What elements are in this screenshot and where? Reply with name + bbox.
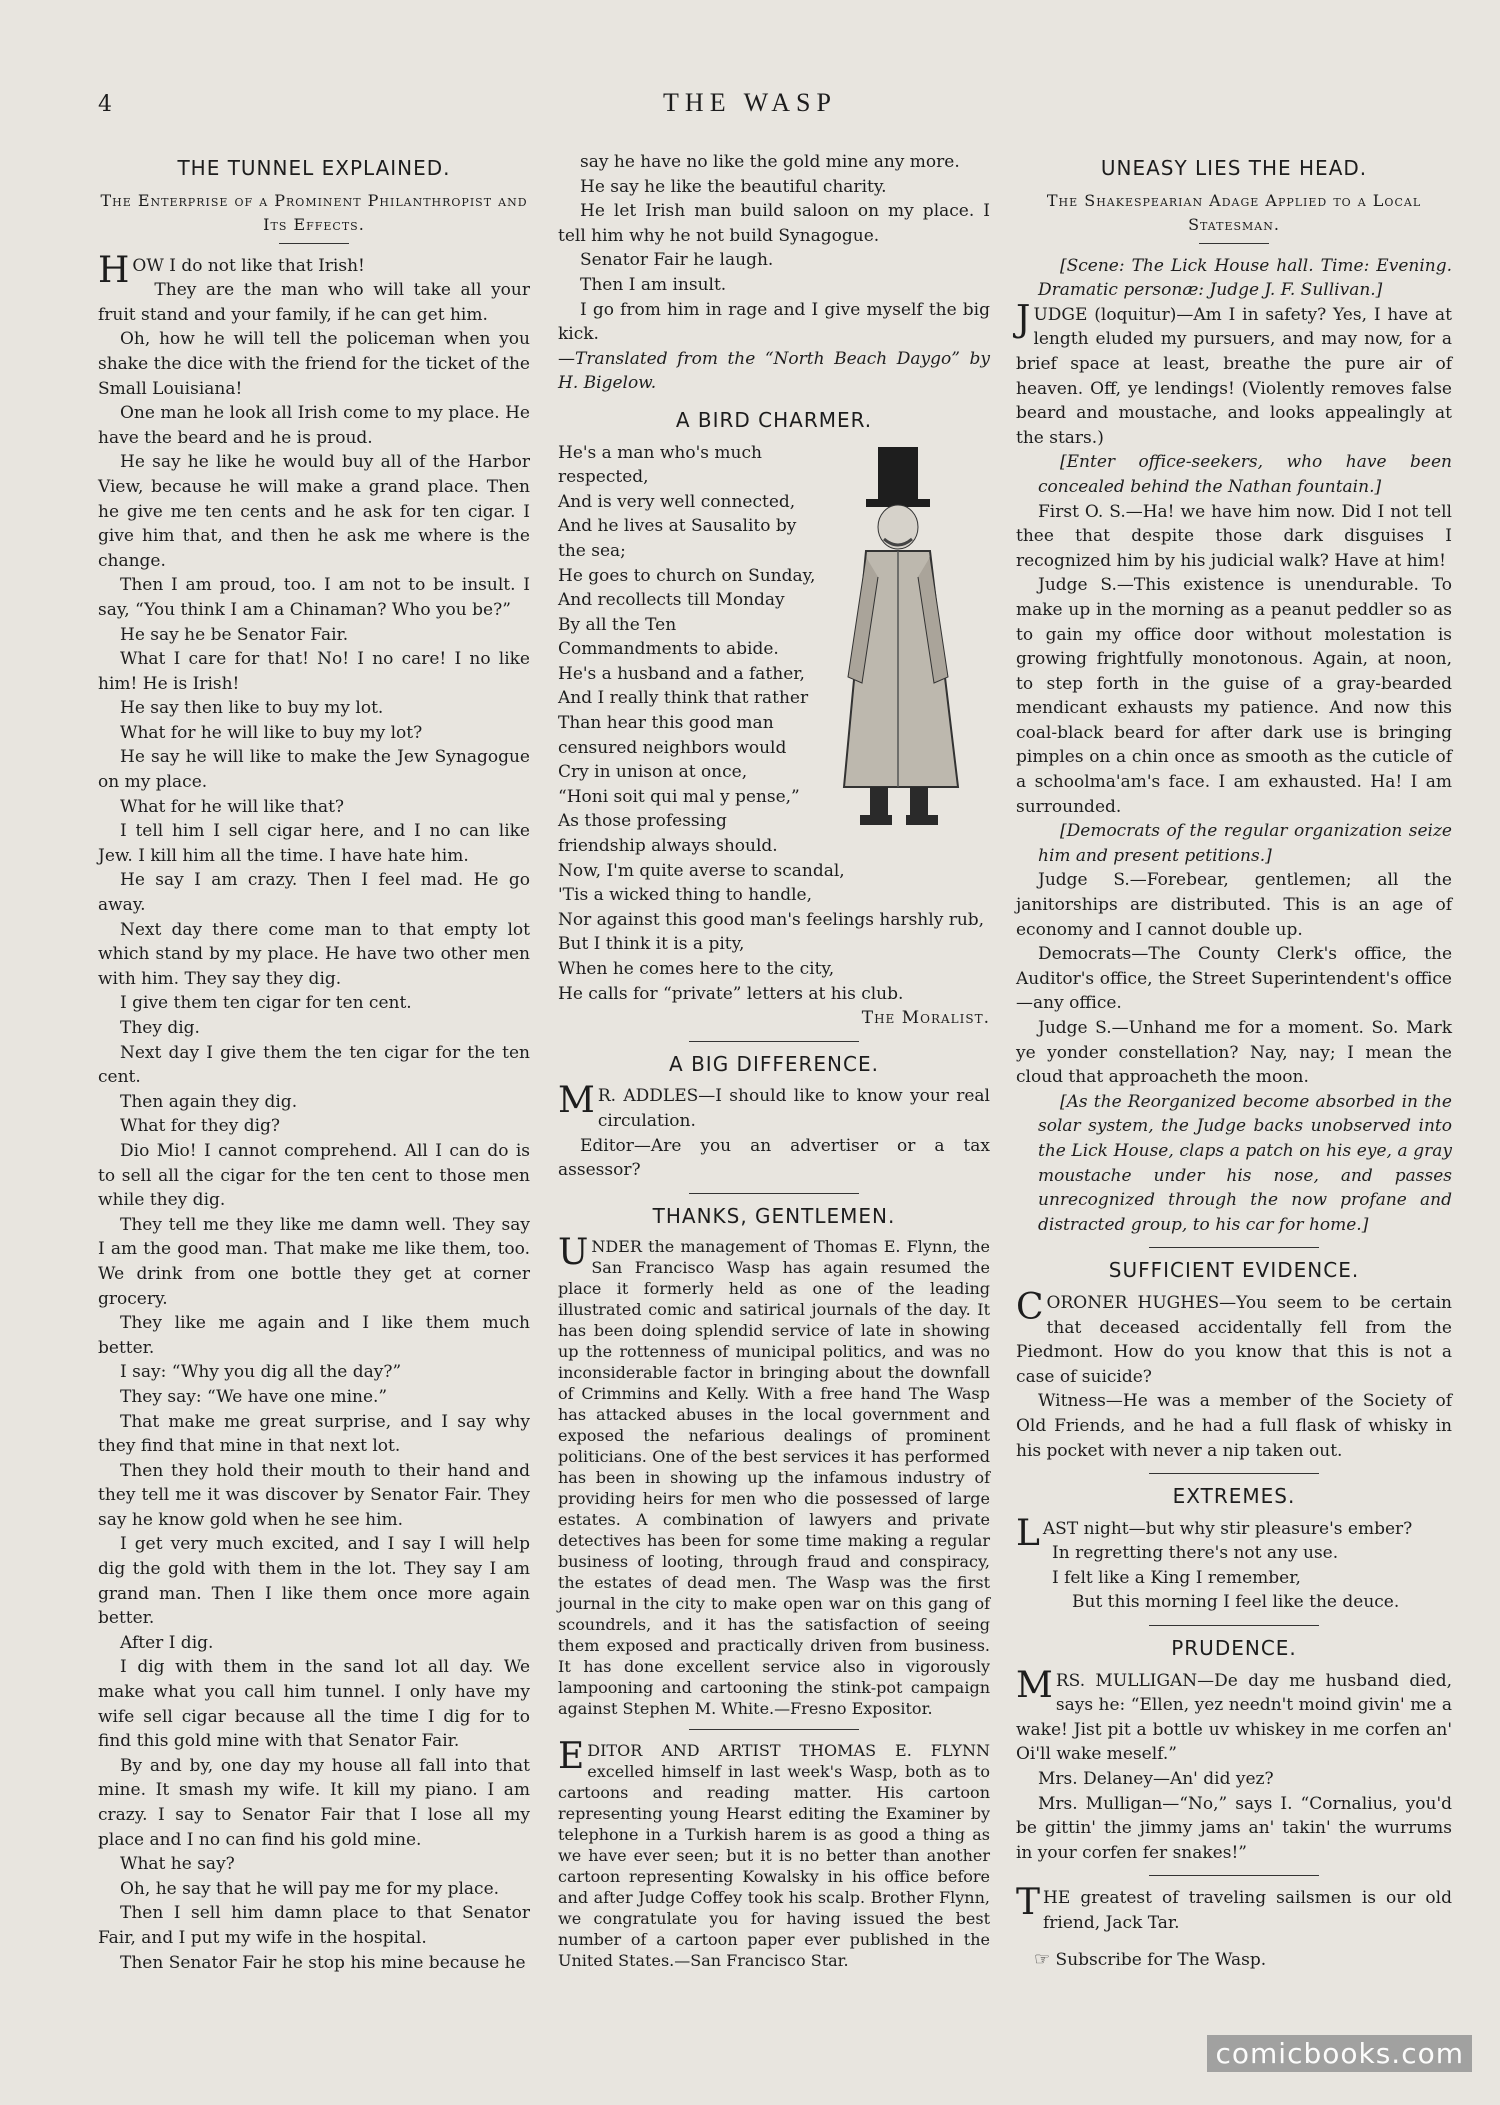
poem-line: But I think it is a pity, <box>558 934 745 955</box>
article-title-bird-charmer: A BIRD CHARMER. <box>675 407 873 432</box>
paragraph: They like me again and I like them much better. <box>98 1313 530 1358</box>
article-title-extremes: EXTREMES. <box>1172 1484 1296 1509</box>
poem-line: 'Tis a wicked thing to handle, <box>558 885 813 906</box>
paragraph: Judge S.—Forebear, gentlemen; all the janitorships are distributed. This is an age of economy and I cannot double up. <box>1016 870 1452 940</box>
stage-direction: [Democrats of the regular organization seize him and present petitions.] <box>1038 821 1452 866</box>
paragraph: They dig. <box>120 1018 200 1038</box>
drop-cap: L <box>1016 1512 1040 1554</box>
drop-cap: E <box>558 1736 585 1778</box>
paragraph: What for he will like that? <box>120 796 345 817</box>
divider <box>1149 1473 1319 1474</box>
divider <box>1149 1247 1319 1248</box>
paragraph: Senator Fair he laugh. <box>580 250 774 271</box>
paragraph: What he say? <box>120 1854 235 1875</box>
poem-line: He calls for “private” letters at his club. <box>558 983 904 1004</box>
divider <box>279 243 349 244</box>
paragraph: Mrs. Mulligan—“No,” says I. “Cornalius, you'd be gittin' the jimmy jams an' takin' the wurrums in your corfen fer snakes!” <box>1016 1793 1452 1863</box>
paragraph: I dig with them in the sand lot all day. We make what you call him tunnel. I only have my wife sell cigar because all the time I dig for to find this gold mine with that Senator Fair. <box>98 1657 530 1752</box>
article-title-prudence: PRUDENCE. <box>1171 1636 1297 1661</box>
poem-line: And recollects till Monday <box>558 590 785 611</box>
paragraph: I give them ten cigar for ten cent. <box>120 993 412 1014</box>
masthead: THE WASP <box>663 88 837 117</box>
paragraph: Mrs. Delaney—An' did yez? <box>1038 1769 1274 1790</box>
drop-cap: C <box>1016 1286 1044 1328</box>
paragraph: EDITOR AND ARTIST THOMAS E. FLYNN excelled himself in last week's Wasp, both as to cartoons and reading matter. His cartoon representing young Hearst editing the Examiner by telephone in a Turkish harem is as good a thing as we have ever seen; but it is no better than another cartoon representing Kowalsky in his office before and after Judge Coffey took his scalp. Brother Flynn, we congratulate you for having issued the best number of a cartoon paper ever published in the United States.—San Francisco Star. <box>558 1736 990 1971</box>
paragraph: Editor—Are you an advertiser or a tax assessor? <box>558 1135 990 1181</box>
extremes-poem <box>1016 1512 1452 1615</box>
paragraph: Judge S.—Unhand me for a moment. So. Mark ye yonder constellation? Nay, nay; I mean the cloud that approacheth the moon. <box>1016 1018 1452 1088</box>
paragraph: Next day there come man to that empty lot which stand by my place. He have two other men with him. They say they dig. <box>98 919 530 989</box>
article-title-sufficient-evidence: SUFFICIENT EVIDENCE. <box>1108 1258 1360 1283</box>
divider <box>689 1729 859 1730</box>
watermark: comicbooks.com <box>1207 2035 1472 2072</box>
paragraph: He let Irish man build saloon on my place. I tell him why he not build Synagogue. <box>558 201 990 246</box>
paragraph: Democrats—The County Clerk's office, the Auditor's office, the Street Superintendent's office—any office. <box>1016 944 1452 1014</box>
paragraph: Then I am proud, too. I am not to be insult. I say, “You think I am a Chinaman? Who you be?” <box>98 575 530 620</box>
poem-line: By all the Ten Commandments to abide. <box>558 614 779 660</box>
stage-direction: [As the Reorganized become absorbed in the solar system, the Judge backs unobserved into the Lick House, claps a patch on his eye, a gray moustache under his nose, and passes unrecognized through the now profane and distracted group, to his car for home.] <box>1038 1091 1452 1235</box>
paragraph: By and by, one day my house all fall into that mine. It smash my wife. It kill my piano. I am crazy. I say to Senator Fair that I lose all my place and I no can find his gold mine. <box>98 1755 530 1850</box>
article-subtitle-uneasy: The Shakespearian Adage Applied to a Local Statesman. <box>1046 190 1422 234</box>
poem-line: Cry in unison at once, <box>558 762 748 783</box>
divider <box>689 1041 859 1042</box>
column-1 <box>98 150 530 1975</box>
paragraph: M R. ADDLES—I should like to know your real circulation. <box>558 1080 990 1131</box>
paragraph: He say he will like to make the Jew Synagogue on my place. <box>98 747 530 793</box>
paragraph: What for they dig? <box>120 1116 281 1137</box>
stage-direction: [Enter office-seekers, who have been concealed behind the Nathan fountain.] <box>1038 452 1452 497</box>
paragraph: They are the man who will take all your fruit stand and your family, if he can get him. <box>98 280 530 325</box>
paragraph: Then Senator Fair he stop his mine because he <box>120 1952 526 1973</box>
paragraph: First O. S.—Ha! we have him now. Did I not tell thee that despite those dark disguises I recognized him by his judicial walk? Have at him! <box>1016 501 1452 571</box>
poem-line: LAST night—but why stir pleasure's ember? <box>1016 1512 1413 1554</box>
drop-cap: M <box>558 1080 595 1122</box>
drop-cap: M <box>1016 1664 1053 1706</box>
poem-line: He's a husband and a father, <box>558 663 805 684</box>
article-title-uneasy: UNEASY LIES THE HEAD. <box>1100 156 1368 180</box>
paragraph: He say then like to buy my lot. <box>120 698 384 719</box>
tunnel-credit: —Translated from the “North Beach Daygo” by H. Bigelow. <box>558 348 990 394</box>
poem-line: “Honi soit qui mal y pense,” <box>558 786 800 807</box>
paragraph: Then again they dig. <box>120 1091 298 1112</box>
paragraph: What I care for that! No! I no care! I no like him! He is Irish! <box>98 649 530 694</box>
paragraph: One man he look all Irish come to my place. He have the beard and he is proud. <box>98 403 530 448</box>
poem-line: And he lives at Sausalito by the sea; <box>558 516 797 561</box>
poem-line: Nor against this good man's feelings harshly rub, <box>558 909 985 930</box>
drop-cap: U <box>558 1232 589 1274</box>
paragraph: THE greatest of traveling sailsmen is our old friend, Jack Tar. <box>1016 1882 1452 1933</box>
paragraph: Then I sell him damn place to that Senator Fair, and I put my wife in the hospital. <box>98 1903 530 1948</box>
paragraph: That make me great surprise, and I say why they find that mine in that next lot. <box>98 1411 530 1457</box>
subscribe-notice: ☞ Subscribe for The Wasp. <box>1034 1948 1267 1970</box>
paragraph: say he have no like the gold mine any more. <box>580 152 960 172</box>
divider <box>1199 243 1269 244</box>
paragraph: I go from him in rage and I give myself the big kick. <box>558 299 990 345</box>
divider <box>1149 1625 1319 1626</box>
poem-line: And is very well connected, <box>558 491 796 512</box>
poem-line: In regretting there's not any use. <box>1052 1543 1339 1564</box>
paragraph: Then I am insult. <box>580 274 727 295</box>
drop-cap: T <box>1016 1882 1041 1924</box>
drop-cap: J <box>1016 298 1031 340</box>
paragraph: MRS. MULLIGAN—De day me husband died, says he: “Ellen, yez needn't moind givin' me a wake! Jist pit a bottle uv whiskey in me corfen an' Oi'll wake meself.” <box>1016 1664 1452 1765</box>
poem-line: He's a man who's much respected, <box>558 442 762 488</box>
paragraph: Witness—He was a member of the Society of Old Friends, and he had a full flask of whisky in his pocket with never a nip taken out. <box>1016 1391 1452 1461</box>
article-title-tunnel: THE TUNNEL EXPLAINED. <box>177 156 451 180</box>
column-3 <box>1016 150 1452 1972</box>
paragraph: What for he will like to buy my lot? <box>120 722 423 743</box>
poem-line: But this morning I feel like the deuce. <box>1072 1592 1400 1613</box>
article-title-thanks: THANKS, GENTLEMEN. <box>652 1203 896 1228</box>
paragraph: Judge S.—This existence is unendurable. To make up in the morning as a peanut peddler so as to gain my office door without molestation is growing frightfully monotonous. Again, at noon, to step forth in the guise of a gray-bearded mendicant exhausts my patience. And now this coal-black beard for after dark use is bringing pimples on a chin once as smooth as the cuticle of a schoolma'am's face. I am exhausted. Ha! I am surrounded. <box>1016 575 1452 817</box>
poem-line: I felt like a King I remember, <box>1052 1567 1301 1588</box>
paragraph: HOW I do not like that Irish! <box>98 249 365 291</box>
poem-line: He goes to church on Sunday, <box>558 565 816 586</box>
paragraph: I tell him I sell cigar here, and I no can like Jew. I kill him all the time. I have hate him. <box>98 821 530 866</box>
paragraph: UNDER the management of Thomas E. Flynn, the San Francisco Wasp has again resumed the place it formerly held as one of the leading illustrated comic and satirical journals of the day. It has been doing splendid service of late in showing up the rottenness of municipal politics, and was no inconsiderable factor in bringing about the downfall of Crimmins and Kelly. With a free hand The Wasp has attacked abuses in the local government and exposed the nefarious dealings of prominent politicians. One of the best services it has performed has been in showing up the infamous industry of providing heirs for men who die possessed of large estates. A combination of lawyers and private detectives has been for some time making a regular business of looting, through fraud and conspiracy, the estates of dead men. The Wasp was the first journal in the city to make open war on this gang of scoundrels, and it has the satisfaction of seeing them exposed and practically driven from business. It has done excellent service also in vigorously lampooning and cartooning the stink-pot campaign against Stephen M. White.—Fresno Expositor. <box>558 1232 990 1719</box>
paragraph: They say: “We have one mine.” <box>120 1386 388 1407</box>
tunnel-continuation <box>558 150 990 347</box>
paragraph: Oh, how he will tell the policeman when you shake the dice with the friend for the ticket of the Small Louisiana! <box>98 329 530 399</box>
poem-line: When he comes here to the city, <box>558 959 835 979</box>
poem-line: As those professing friendship always should. <box>558 811 778 857</box>
man-in-top-hat-illustration <box>826 447 986 832</box>
page-number: 4 <box>98 92 112 117</box>
paragraph: Next day I give them the ten cigar for the ten cent. <box>98 1042 530 1088</box>
tunnel-paragraphs <box>98 278 530 1975</box>
paragraph: I say: “Why you dig all the day?” <box>120 1362 402 1383</box>
poem-line: And I really think that rather <box>558 688 809 709</box>
paragraph: Then they hold their mouth to their hand and they tell me it was discover by Senator Fair. They say he know gold when he see him. <box>98 1460 530 1530</box>
paragraph: Dio Mio! I cannot comprehend. All I can do is to sell all the cigar for the ten cent to those men while they dig. <box>98 1140 530 1211</box>
drop-cap: H <box>98 249 130 291</box>
paragraph: He say he be Senator Fair. <box>120 624 349 645</box>
poem-line: Now, I'm quite averse to scandal, <box>558 860 845 881</box>
paragraph: He say he like he would buy all of the Harbor View, because he will make a grand place. Then he give me ten cents and he ask for ten cigar. I give him that, and then he ask me where is the change. <box>98 452 530 571</box>
column-2 <box>558 150 990 1971</box>
paragraph: I get very much excited, and I say I will help dig the gold with them in the lot. They say I am grand man. Then I like them once more again better. <box>98 1534 530 1629</box>
paragraph: He say I am crazy. Then I feel mad. He go away. <box>98 870 530 916</box>
paragraph: He say he like the beautiful charity. <box>580 176 887 197</box>
paragraph: JUDGE (loquitur)—Am I in safety? Yes, I have at length eluded my pursuers, and may now, for a brief space at least, breathe the pure air of heaven. Off, ye lendings! (Violently removes false beard and moustache, and looks appealingly at the stars.) <box>1016 298 1452 448</box>
stage-direction: [Scene: The Lick House hall. Time: Evening. Dramatic personæ: Judge J. F. Sullivan.] <box>1038 255 1452 301</box>
bird-charmer-poem <box>558 441 990 1007</box>
article-title-big-difference: A BIG DIFFERENCE. <box>669 1051 879 1076</box>
paragraph: Oh, he say that he will pay me for my place. <box>120 1878 500 1899</box>
pointing-hand-icon: ☞ <box>1034 1948 1051 1970</box>
poem-line: Than hear this good man censured neighbors would <box>558 713 787 758</box>
paragraph: CORONER HUGHES—You seem to be certain that deceased accidentally fell from the Piedmont. How do you know that this is not a case of suicide? <box>1016 1286 1452 1387</box>
article-subtitle-tunnel: The Enterprise of a Prominent Philanthropist and Its Effects. <box>100 190 528 234</box>
divider <box>1149 1875 1319 1876</box>
divider <box>689 1193 859 1194</box>
paragraph: They tell me they like me damn well. They say I am the good man. That make me like them, too. We drink from one bottle they get at corner grocery. <box>98 1214 530 1309</box>
poem-signature: The Moralist. <box>861 1008 990 1029</box>
paragraph: After I dig. <box>120 1632 214 1653</box>
